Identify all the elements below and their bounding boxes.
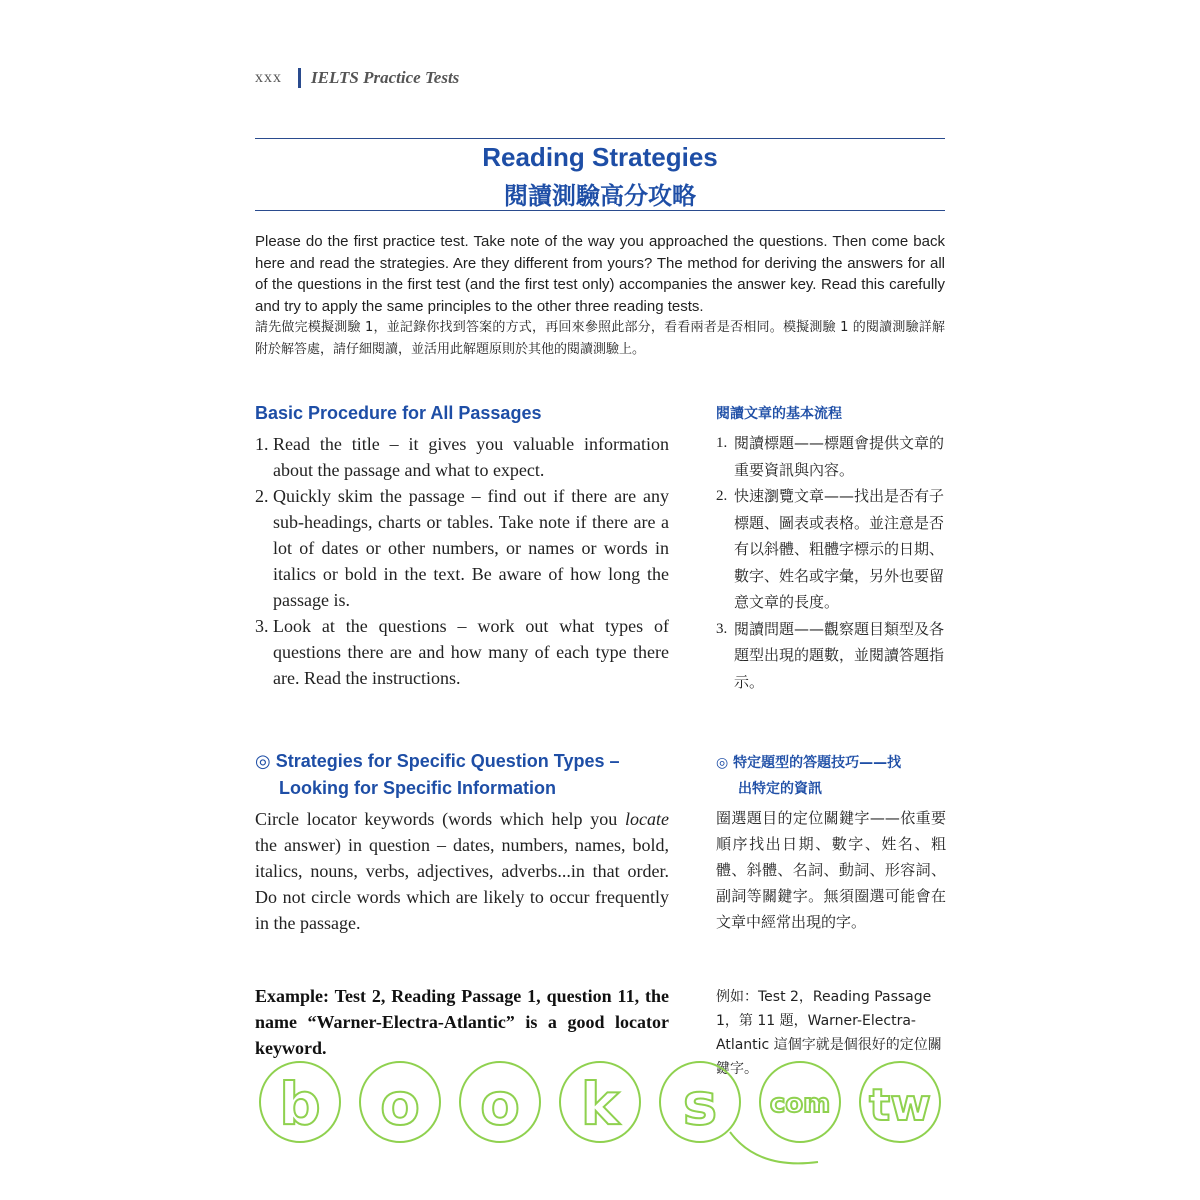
list-item [255, 613, 669, 691]
double-circle-icon: ◎ [255, 751, 271, 772]
item-text: Read the title – it gives you valuable information about the passage and what to expect. [273, 434, 669, 480]
heading-line: 出特定的資訊 [738, 781, 822, 797]
locator-keywords-paragraph [255, 806, 669, 936]
specific-strategies-heading-chinese [716, 750, 946, 802]
page-title-chinese: 閱讀測驗高分攻略 [504, 182, 696, 210]
watermark-letter: o [380, 1070, 420, 1138]
watermark-letter: tw [869, 1080, 931, 1131]
page-number: xxx [255, 69, 282, 86]
running-header [255, 68, 459, 88]
heading-line: Strategies for Specific Question Types – [275, 751, 620, 771]
intro-paragraph-chinese: 請先做完模擬測驗 1，並記錄你找到答案的方式，再回來參照此部分，看看兩者是否相同。模擬測驗 1 的閱讀測驗詳解附於解答處，請仔細閱讀，並活用此解題原則於其他的閱讀測驗上。 [255, 320, 945, 357]
page-title-english: Reading Strategies [482, 142, 718, 172]
item-number: 1. [255, 434, 269, 454]
basic-procedure-list-chinese [716, 430, 946, 695]
title-bottom-rule [255, 210, 945, 211]
books-com-tw-watermark [258, 1050, 958, 1180]
list-item [255, 483, 669, 613]
item-number: 3. [255, 616, 269, 636]
watermark-letter: o [480, 1070, 520, 1138]
list-item [716, 483, 946, 616]
heading-line: Looking for Specific Information [279, 778, 557, 798]
specific-strategies-heading [255, 748, 669, 801]
intro-paragraph-english: Please do the first practice test. Take note of the way you approached the questions. Then come back here and read the strategies. Are they different from yours? The method for deriving the answers for all of the questions in the first test (and the first test only) accompanies the answer key. Read this carefully and try to apply the same principles to the other three reading tests. [255, 233, 945, 315]
list-item [255, 431, 669, 483]
basic-procedure-list [255, 431, 669, 691]
book-title: IELTS Practice Tests [311, 68, 460, 87]
item-text: Look at the questions – work out what types of questions there are and how many of each type there are. Read the instructions. [273, 616, 669, 688]
locator-keywords-paragraph-chinese: 圈選題目的定位關鍵字——依重要順序找出日期、數字、姓名、粗體、斜體、名詞、動詞、形容詞、副詞等關鍵字。無須圈選可能會在文章中經常出現的字。 [716, 809, 946, 931]
item-text: 閱讀標題——標題會提供文章的重要資訊與內容。 [734, 434, 945, 479]
watermark-letter: com [769, 1089, 831, 1119]
item-number: 1. [716, 435, 728, 451]
header-divider [298, 68, 301, 88]
item-text: Quickly skim the passage – find out if there are any sub-headings, charts or tables. Take note if there are a lot of dates or other numbers, or names or words in italics or bold in the text. Be aware of how long the passage is. [273, 486, 669, 610]
list-item [716, 616, 946, 696]
item-text: 快速瀏覽文章——找出是否有子標題、圖表或表格。並注意是否有以斜體、粗體字標示的日期、數字、姓名或字彙，另外也要留意文章的長度。 [734, 487, 945, 611]
watermark-letter: s [682, 1070, 718, 1138]
item-number: 2. [255, 486, 269, 506]
item-number: 3. [716, 620, 728, 637]
item-number: 2. [716, 488, 728, 504]
watermark-letter: k [580, 1070, 620, 1138]
item-text: 閱讀問題——觀察題目類型及各題型出現的題數，並閱讀答題指示。 [734, 619, 945, 691]
text-run: Circle locator keywords (words which help you [255, 809, 626, 829]
list-item [716, 430, 946, 483]
text-run: the answer) in question – dates, numbers, names, bold, italics, nouns, verbs, adjectives, adverbs...in that order. Do not circle words which are likely to occur frequently in the passage. [255, 835, 669, 933]
double-circle-icon: ◎ [716, 755, 729, 771]
basic-procedure-heading: Basic Procedure for All Passages [255, 403, 542, 423]
watermark-letter: b [279, 1070, 321, 1138]
italic-text: locate [625, 809, 669, 829]
example-paragraph-chinese: 例如：Test 2，Reading Passage 1，第 11 題，Warner-Electra-Atlantic 這個字就是個很好的定位關鍵字。 [716, 989, 942, 1077]
basic-procedure-heading-chinese: 閱讀文章的基本流程 [716, 406, 842, 422]
title-top-rule [255, 138, 945, 139]
heading-line: 特定題型的答題技巧——找 [733, 755, 902, 771]
example-paragraph: Example: Test 2, Reading Passage 1, question 11, the name “Warner-Electra-Atlantic” is a good locator keyword. [255, 986, 669, 1058]
